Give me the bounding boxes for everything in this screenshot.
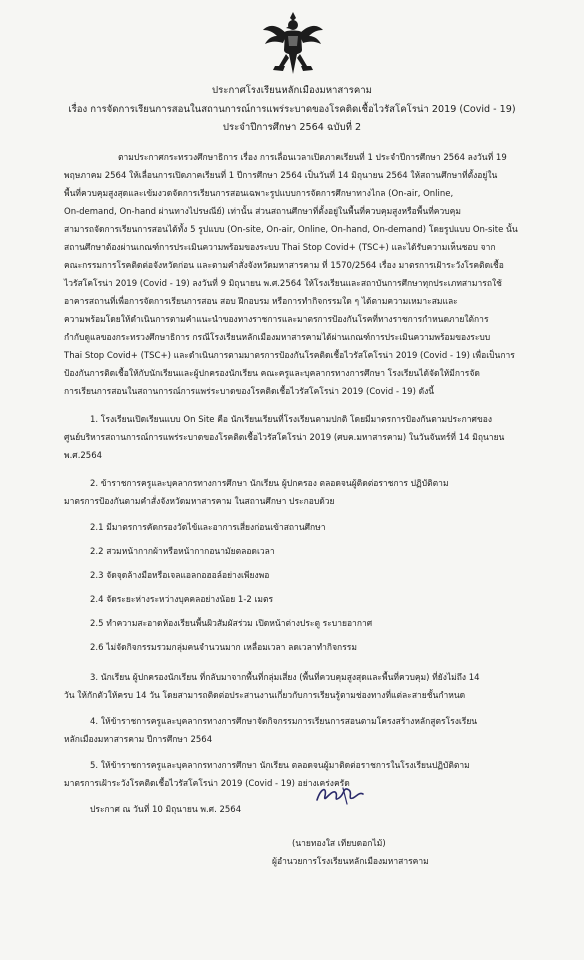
sub-list-item: 2.1 มีมาตรการคัดกรองวัดไข้และอาการเสี่ยงก่อนเข้าสถานศึกษา [90, 523, 326, 533]
list-item: 3. นักเรียน ผู้ปกครองนักเรียน ที่กลับมาจากพื้นที่กลุ่มเสี่ยง (พื้นที่ควบคุมสูงสุดและพื้นที่ควบคุม) ที่ยังไม่ถึง 14 [90, 673, 480, 683]
sub-list-item: 2.4 จัดระยะห่างระหว่างบุคคลอย่างน้อย 1-2 เมตร [90, 595, 274, 605]
announcement-subject: เรื่อง การจัดการเรียนการสอนในสถานการณ์การแพร่ระบาดของโรคติดเชื้อไวรัสโคโรน่า 2019 (Covid - 19) [68, 104, 516, 115]
body-line: คณะกรรมการโรคติดต่อจังหวัดก่อน และตามคำสั่งจังหวัดมหาสารคาม ที่ 1570/2564 เรื่อง มาตรการเฝ้าระวังโรคติดเชื้อ [64, 261, 504, 271]
list-item: พ.ศ.2564 [64, 451, 103, 461]
sub-list-item: 2.6 ไม่จัดกิจกรรมรวมกลุ่มคนจำนวนมาก เหลื่อมเวลา ลดเวลาทำกิจกรรม [90, 643, 357, 653]
list-item: ศูนย์บริหารสถานการณ์การแพร่ระบาดของโรคติดเชื้อไวรัสโคโรน่า 2019 (ศบค.มหาสารคาม) ในวันจันทร์ที่ 14 มิถุนายน [64, 433, 505, 443]
body-line: พฤษภาคม 2564 ให้เลื่อนการเปิดภาคเรียนที่ 1 ปีการศึกษา 2564 เป็นวันที่ 14 มิถุนายน 2564 ให้สถานศึกษาที่ตั้งอยู่ใน [64, 171, 498, 181]
signer-name: (นายทองใส เทียบดอกไม้) [292, 839, 386, 849]
announcement-date: ประกาศ ณ วันที่ 10 มิถุนายน พ.ศ. 2564 [90, 805, 242, 815]
body-line: On-demand, On-hand ผ่านทางไปรษณีย์) เท่านั้น ส่วนสถานศึกษาที่ตั้งอยู่ในพื้นที่ควบคุมสูงหรือพื้นที่ควบคุม [64, 207, 461, 217]
sub-list-item: 2.2 สวมหน้ากากผ้าหรือหน้ากากอนามัยตลอดเวลา [90, 547, 275, 557]
list-item: หลักเมืองมหาสารคาม ปีการศึกษา 2564 [64, 735, 213, 745]
body-line: การเรียนการสอนในสถานการณ์การแพร่ระบาดของโรคติดเชื้อไวรัสโคโรน่า 2019 (Covid - 19) ดังนี้ [64, 387, 435, 397]
list-item: มาตรการเฝ้าระวังโรคติดเชื้อไวรัสโคโรน่า 2019 (Covid - 19) อย่างเคร่งครัด [64, 779, 350, 789]
body-line: อาคารสถานที่เพื่อการจัดการเรียนการสอน สอบ ฝึกอบรม หรือการทำกิจกรรมใด ๆ ได้ตามความเหมาะสมและ [64, 297, 458, 307]
announcement-term: ประจำปีการศึกษา 2564 ฉบับที่ 2 [222, 122, 362, 133]
body-line: สามารถจัดการเรียนการสอนได้ทั้ง 5 รูปแบบ (On-site, On-air, Online, On-hand, On-demand) โดยรูปแบบ On-site นั้น [64, 225, 518, 235]
sub-list-item: 2.5 ทำความสะอาดห้องเรียนพื้นผิวสัมผัสร่วม เปิดหน้าต่างประตู ระบายอากาศ [90, 619, 373, 629]
body-line: ตามประกาศกระทรวงศึกษาธิการ เรื่อง การเลื่อนเวลาเปิดภาคเรียนที่ 1 ประจำปีการศึกษา 2564 ลงวันที่ 19 [118, 153, 507, 163]
body-line: Thai Stop Covid+ (TSC+) และดำเนินการตามมาตรการป้องกันโรคติดเชื้อไวรัสโคโรน่า 2019 (Covid - 19) เพื่อเป็นการ [64, 351, 515, 361]
garuda-emblem-icon [261, 10, 325, 76]
signer-title: ผู้อำนวยการโรงเรียนหลักเมืองมหาสารคาม [272, 857, 429, 867]
body-line: สถานศึกษาต้องผ่านเกณฑ์การประเมินความพร้อมของระบบ Thai Stop Covid+ (TSC+) และได้รับความเห็นชอบ จาก [64, 243, 496, 253]
body-line: ไวรัสโคโรน่า 2019 (Covid - 19) ลงวันที่ 9 มิถุนายน พ.ศ.2564 ให้โรงเรียนและสถาบันการศึกษาทุกประเภทสามารถใช้ [64, 279, 502, 289]
sub-list-item: 2.3 จัดจุดล้างมือหรือเจลแอลกอฮอล์อย่างเพียงพอ [90, 571, 270, 581]
signature-image [313, 782, 367, 808]
body-line: กำกับดูแลของกระทรวงศึกษาธิการ กรณีโรงเรียนหลักเมืองมหาสารคามได้ผ่านเกณฑ์การประเมินความพร้อมของระบบ [64, 333, 491, 343]
list-item: 1. โรงเรียนเปิดเรียนแบบ On Site คือ นักเรียนเรียนที่โรงเรียนตามปกติ โดยมีมาตรการป้องกันตามประกาศของ [90, 415, 493, 425]
body-line: ความพร้อมโดยให้ดำเนินการตามคำแนะนำของทางราชการและมาตรการป้องกันโรคที่ทางราชการกำหนดภายใต้การ [64, 315, 489, 325]
body-line: พื้นที่ควบคุมสูงสุดและเข้มงวดจัดการเรียนการสอนเฉพาะรูปแบบการจัดการศึกษาทางไกล (On-air, Online, [64, 189, 454, 199]
list-item: วัน ให้กักตัวให้ครบ 14 วัน โดยสามารถติดต่อประสานงานเกี่ยวกับการเรียนรู้ตามช่องทางที่แต่ละสายชั้นกำหนด [64, 691, 466, 701]
announcement-title: ประกาศโรงเรียนหลักเมืองมหาสารคาม [212, 85, 372, 96]
list-item: 4. ให้ข้าราชการครูและบุคลากรทางการศึกษาจัดกิจกรรมการเรียนการสอนตามโครงสร้างหลักสูตรโรงเรียน [90, 717, 478, 727]
body-line: ป้องกันการติดเชื้อให้กับนักเรียนและผู้ปกครองนักเรียน คณะครูและบุคลากรทางการศึกษา โรงเรียนได้จัดให้มีการจัด [64, 369, 480, 379]
list-item: 2. ข้าราชการครูและบุคลากรทางการศึกษา นักเรียน ผู้ปกครอง ตลอดจนผู้ติดต่อราชการ ปฏิบัติตาม [90, 479, 449, 489]
list-item: มาตรการป้องกันตามคำสั่งจังหวัดมหาสารคาม ในสถานศึกษา ประกอบด้วย [64, 497, 335, 507]
list-item: 5. ให้ข้าราชการครูและบุคลากรทางการศึกษา นักเรียน ตลอดจนผู้มาติดต่อราชการในโรงเรียนปฏิบัติตาม [90, 761, 470, 771]
